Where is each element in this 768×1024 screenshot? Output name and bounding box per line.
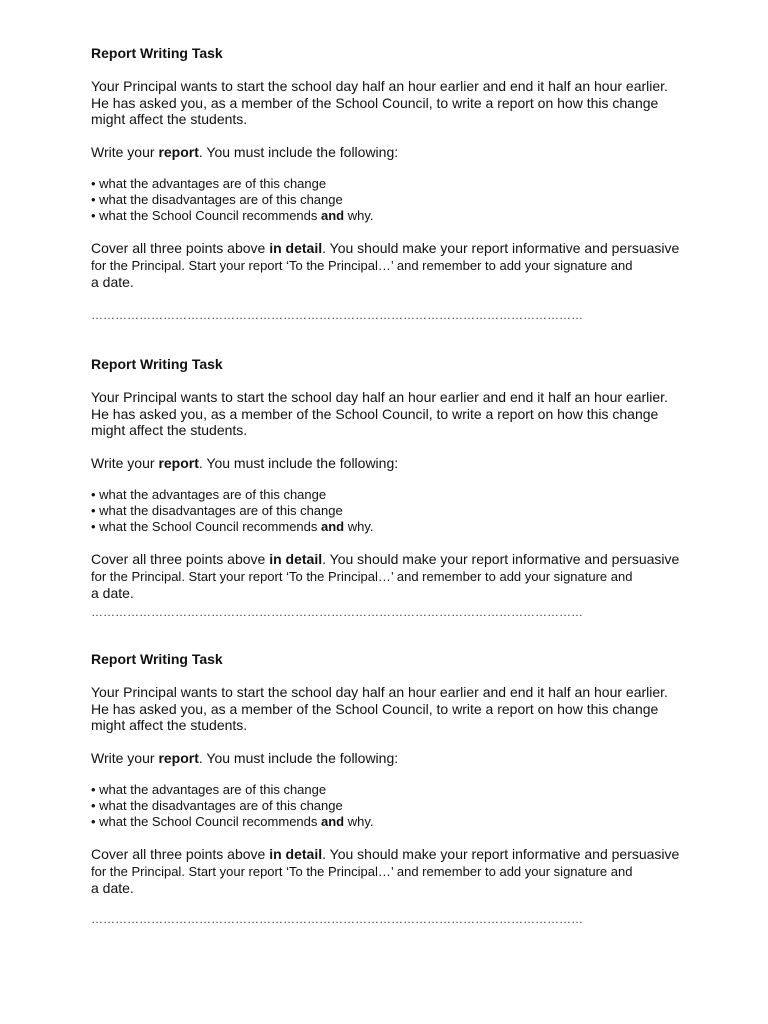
list-item: • what the disadvantages are of this change <box>91 503 343 518</box>
instruction-text-end: . You must include the following: <box>198 749 399 766</box>
cover-bold: in detail <box>269 846 323 862</box>
list-item <box>91 208 691 224</box>
list-item <box>91 519 691 535</box>
bullet3-end: why. <box>344 814 374 829</box>
dotted-separator: …………………………………………………………………………………………………………… <box>91 308 583 321</box>
cover-line-3: a date. <box>91 585 134 601</box>
bullet3-text: • what the School Council recommends <box>91 208 321 223</box>
requirements-list <box>91 782 691 830</box>
instruction-text: Write your <box>91 454 159 471</box>
instruction-text: Write your <box>91 749 159 766</box>
cover-text-end: . You should make your report informative and persuasive <box>322 846 680 862</box>
requirements-list <box>91 487 691 535</box>
bullet3-text: • what the School Council recommends <box>91 519 321 534</box>
task-instruction <box>91 144 691 161</box>
instruction-text-end: . You must include the following: <box>198 454 399 471</box>
task-cover-paragraph <box>91 846 691 897</box>
list-item: • what the disadvantages are of this change <box>91 192 343 207</box>
cover-bold: in detail <box>269 551 323 567</box>
instruction-text: Write your <box>91 143 159 160</box>
instruction-text-end: . You must include the following: <box>198 143 399 160</box>
report-task-2 <box>91 356 691 618</box>
bullet3-end: why. <box>344 519 374 534</box>
intro-line-3: might affect the students. <box>91 111 248 127</box>
cover-text: Cover all three points above <box>91 240 270 256</box>
task-intro <box>91 78 691 128</box>
task-instruction <box>91 750 691 767</box>
cover-text: Cover all three points above <box>91 551 270 567</box>
cover-line-2: for the Principal. Start your report ‘To the Principal…’ and remember to add your signature and <box>91 257 633 273</box>
bullet3-bold: and <box>321 814 345 829</box>
instruction-bold: report <box>158 143 199 160</box>
dotted-separator: …………………………………………………………………………………………………………… <box>91 912 583 925</box>
dotted-separator: …………………………………………………………………………………………………………… <box>91 605 583 618</box>
task-instruction <box>91 455 691 472</box>
report-task-3 <box>91 651 691 925</box>
intro-line-1: Your Principal wants to start the school day half an hour earlier and end it half an hour earlier. <box>91 389 668 405</box>
task-intro <box>91 684 691 734</box>
instruction-bold: report <box>158 454 199 471</box>
intro-line-1: Your Principal wants to start the school day half an hour earlier and end it half an hour earlier. <box>91 684 668 700</box>
instruction-bold: report <box>158 749 199 766</box>
report-task-1 <box>91 45 691 321</box>
intro-line-2: He has asked you, as a member of the School Council, to write a report on how this change <box>91 700 659 717</box>
bullet3-bold: and <box>321 519 345 534</box>
bullet3-text: • what the School Council recommends <box>91 814 321 829</box>
cover-line-3: a date. <box>91 274 134 290</box>
intro-line-2: He has asked you, as a member of the School Council, to write a report on how this change <box>91 94 659 111</box>
intro-line-3: might affect the students. <box>91 717 248 733</box>
intro-line-1: Your Principal wants to start the school day half an hour earlier and end it half an hour earlier. <box>91 78 668 94</box>
task-title: Report Writing Task <box>91 356 223 372</box>
list-item: • what the advantages are of this change <box>91 782 327 797</box>
list-item: • what the advantages are of this change <box>91 487 327 502</box>
bullet3-bold: and <box>321 208 345 223</box>
cover-text-end: . You should make your report informative and persuasive <box>322 240 680 256</box>
list-item: • what the disadvantages are of this change <box>91 798 343 813</box>
task-intro <box>91 389 691 439</box>
task-cover-paragraph <box>91 551 691 602</box>
list-item: • what the advantages are of this change <box>91 176 327 191</box>
intro-line-2: He has asked you, as a member of the School Council, to write a report on how this change <box>91 405 659 422</box>
cover-line-2: for the Principal. Start your report ‘To the Principal…’ and remember to add your signature and <box>91 863 633 879</box>
task-cover-paragraph <box>91 240 691 291</box>
task-title: Report Writing Task <box>91 45 223 61</box>
intro-line-3: might affect the students. <box>91 422 248 438</box>
cover-text-end: . You should make your report informative and persuasive <box>322 551 680 567</box>
cover-line-3: a date. <box>91 880 134 896</box>
requirements-list <box>91 176 691 224</box>
cover-text: Cover all three points above <box>91 846 270 862</box>
bullet3-end: why. <box>344 208 374 223</box>
task-title: Report Writing Task <box>91 651 223 667</box>
cover-bold: in detail <box>269 240 323 256</box>
cover-line-2: for the Principal. Start your report ‘To the Principal…’ and remember to add your signature and <box>91 568 633 584</box>
list-item <box>91 814 691 830</box>
